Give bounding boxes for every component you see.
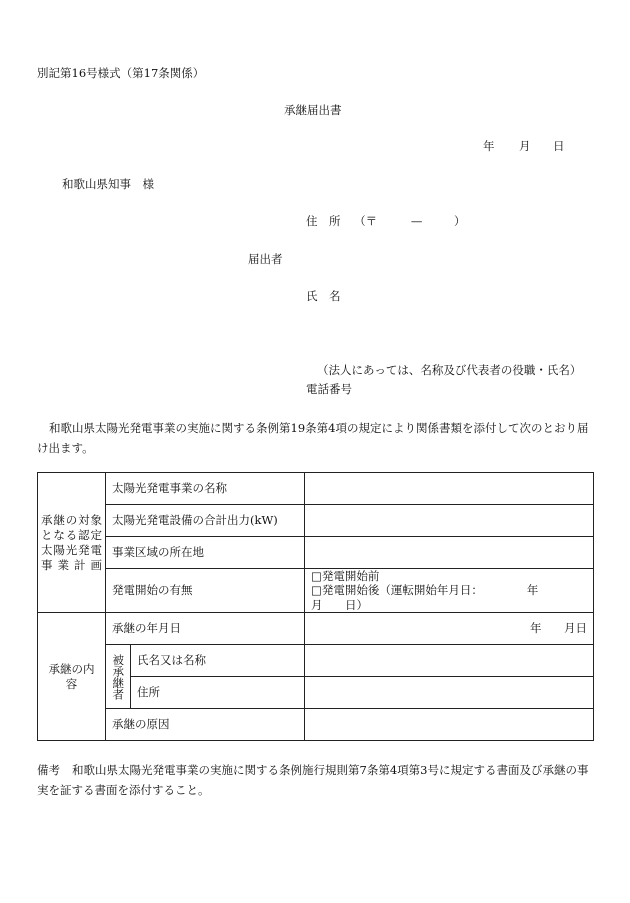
generation-start-label: 発電開始の有無 — [106, 569, 305, 613]
successor-name-value[interactable] — [305, 645, 594, 677]
date-year-label: 年 — [483, 139, 495, 153]
date-month-label: 月 — [519, 139, 531, 153]
address-row — [306, 215, 465, 229]
form-number: 別記第16号様式（第17条関係） — [37, 66, 205, 80]
plan-name-value[interactable] — [305, 473, 594, 505]
body-paragraph: 和歌山県太陽光発電事業の実施に関する条例第19条第4項の規定により関係書類を添付して次のとおり届け出ます。 — [37, 421, 589, 456]
succession-month: 月 — [564, 621, 576, 636]
postal-open: （〒 — [354, 214, 378, 228]
remark — [37, 760, 597, 800]
phone-label: 電話番号 — [306, 382, 352, 396]
succession-date-value[interactable] — [305, 613, 594, 645]
successor-address-label: 住所 — [131, 677, 305, 709]
after-start-label: □発電開始後（運転開始年月日： — [311, 583, 483, 598]
submitter-label: 届出者 — [248, 252, 283, 266]
succession-day: 日 — [575, 621, 587, 636]
checkbox-before-start[interactable]: □発電開始前 — [311, 569, 380, 583]
address-label: 住 所 — [306, 214, 341, 228]
postal-dash: — — [410, 214, 423, 228]
plan-name-label: 太陽光発電事業の名称 — [106, 473, 305, 505]
successor-address-value[interactable] — [305, 677, 594, 709]
successor-label: 被承継者 — [106, 645, 131, 709]
corporation-note: （法人にあっては、名称及び代表者の役職・氏名） — [317, 363, 582, 377]
successor-name-label: 氏名又は名称 — [131, 645, 305, 677]
total-output-value[interactable] — [305, 505, 594, 537]
date-day-label: 日 — [553, 139, 565, 153]
postal-close: ） — [453, 214, 466, 228]
after-start-year: 年 — [526, 583, 539, 598]
addressee: 和歌山県知事 様 — [62, 177, 154, 191]
name-label: 氏 名 — [306, 289, 341, 303]
succession-date-label: 承継の年月日 — [106, 613, 305, 645]
generation-start-options — [305, 569, 594, 613]
target-plan-group-label: 承継の対象となる認定太陽光発電事業計画 — [38, 473, 106, 613]
checkbox-after-start[interactable] — [311, 583, 587, 612]
total-output-label: 太陽光発電設備の合計出力(kW) — [106, 505, 305, 537]
project-location-label: 事業区域の所在地 — [106, 537, 305, 569]
document-title: 承継届出書 — [284, 103, 342, 117]
submission-date — [483, 140, 565, 154]
after-start-month: 月 — [311, 597, 323, 612]
succession-year: 年 — [530, 621, 542, 636]
succession-cause-value[interactable] — [305, 709, 594, 741]
succession-content-group-label: 承継の内容 — [38, 613, 106, 741]
succession-cause-label: 承継の原因 — [106, 709, 305, 741]
succession-table — [37, 472, 594, 741]
project-location-value[interactable] — [305, 537, 594, 569]
remark-label: 備考 — [37, 763, 60, 777]
remark-text: 和歌山県太陽光発電事業の実施に関する条例施行規則第7条第4項第3号に規定する書面及び承継の事実を証する書面を添付すること。 — [37, 763, 589, 798]
after-start-day: 日） — [345, 597, 368, 612]
